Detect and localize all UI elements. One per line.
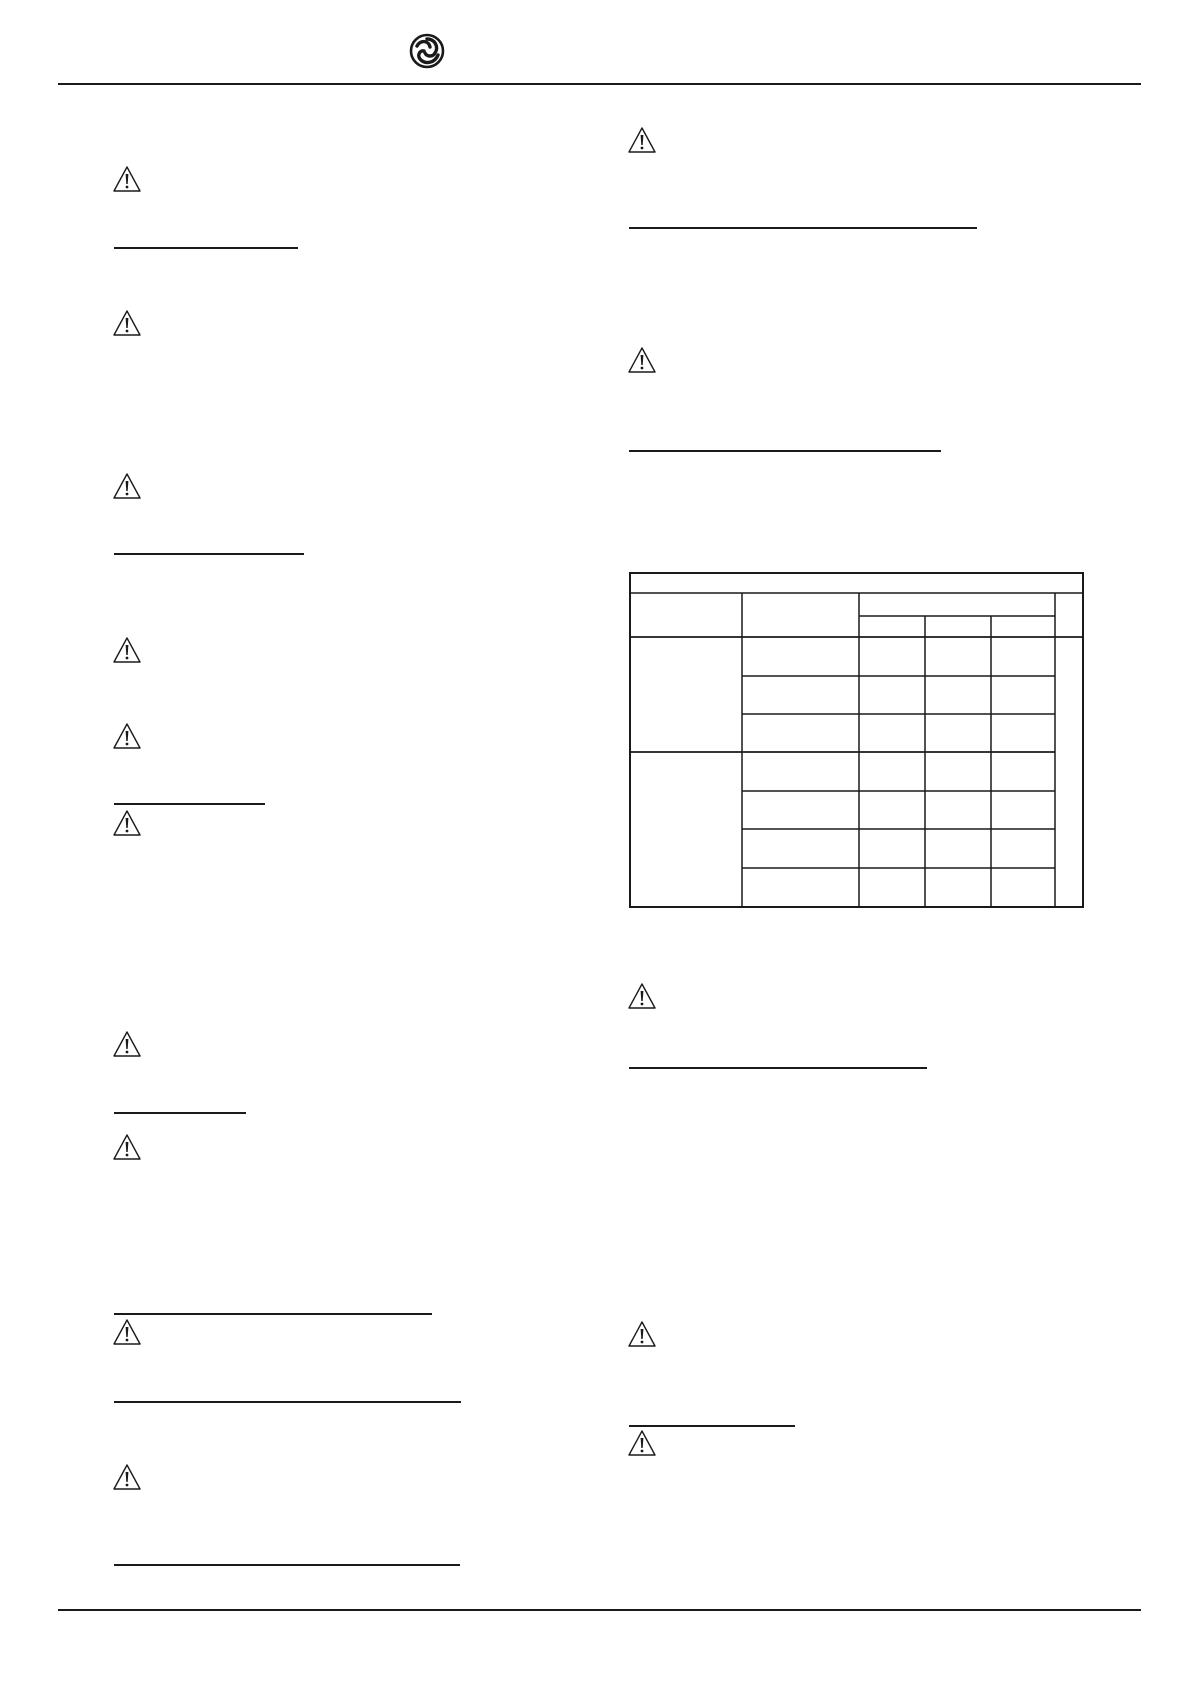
section-heading-underline	[114, 247, 298, 249]
section-heading-underline	[114, 1401, 461, 1403]
data-table-grid	[629, 572, 1084, 908]
warning-icon	[112, 809, 142, 837]
footer-rule	[58, 1609, 1141, 1611]
warning-icon	[627, 126, 657, 154]
spiral-logo-icon	[409, 33, 445, 69]
warning-icon	[112, 1463, 142, 1491]
data-table	[629, 572, 1084, 908]
warning-icon	[627, 1320, 657, 1348]
section-heading-underline	[629, 1425, 795, 1427]
section-heading-underline	[114, 1112, 246, 1114]
warning-icon	[627, 982, 657, 1010]
section-heading-underline	[629, 227, 977, 229]
warning-icon	[112, 472, 142, 500]
section-heading-underline	[114, 1564, 460, 1566]
warning-icon	[112, 1318, 142, 1346]
warning-icon	[112, 636, 142, 664]
section-heading-underline	[114, 1313, 432, 1315]
warning-icon	[112, 722, 142, 750]
warning-icon	[112, 165, 142, 193]
warning-icon	[112, 309, 142, 337]
header-rule	[58, 83, 1141, 85]
section-heading-underline	[629, 1067, 927, 1069]
warning-icon	[112, 1030, 142, 1058]
section-heading-underline	[629, 450, 941, 452]
section-heading-underline	[114, 803, 265, 805]
warning-icon	[627, 1429, 657, 1457]
section-heading-underline	[114, 553, 304, 555]
warning-icon	[627, 346, 657, 374]
warning-icon	[112, 1133, 142, 1161]
